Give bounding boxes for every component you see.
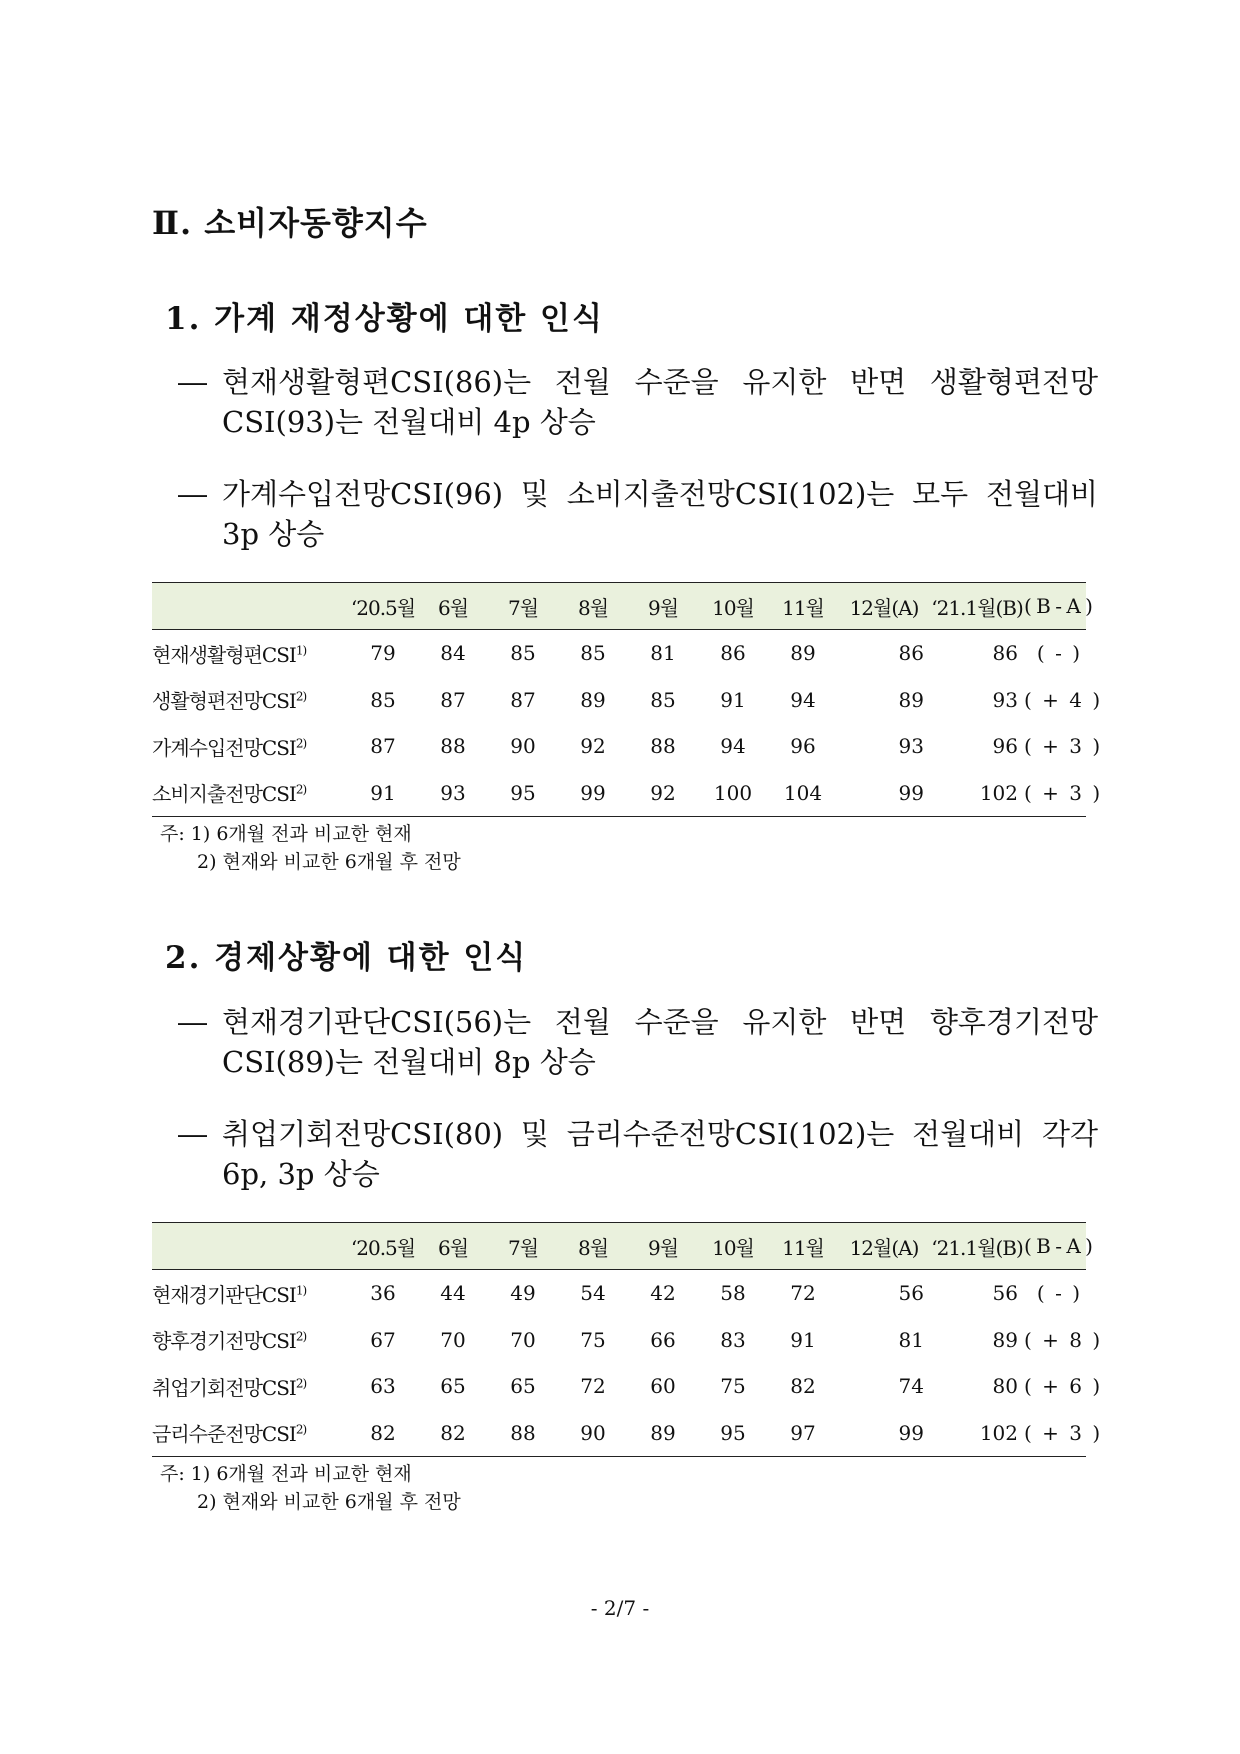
bullet-line: 현재경기판단CSI(56)는 전월 수준을 유지한 반면 향후경기전망	[222, 1005, 1098, 1039]
household-csi-table	[152, 582, 1103, 817]
cell: 80	[992, 1374, 1018, 1399]
cell: 70	[510, 1327, 536, 1352]
cell: 104	[768, 770, 838, 817]
table-row	[152, 1317, 1086, 1364]
header-cell: ‘21.1월(B)	[930, 1223, 1024, 1270]
table-row	[152, 1270, 1086, 1317]
table-header-row	[152, 583, 1086, 630]
cell: 56	[898, 1281, 924, 1306]
cell: 88	[488, 1410, 558, 1457]
cell: 102	[930, 770, 1024, 817]
cell: 96	[992, 734, 1018, 759]
part2-footnotes	[160, 1460, 461, 1516]
cell: 82	[418, 1410, 488, 1457]
bullet-line: 3p 상승	[222, 517, 325, 551]
table-row	[152, 1363, 1086, 1410]
cell: 56	[992, 1281, 1018, 1306]
cell: 87	[510, 687, 536, 712]
footnote-1: 주: 1) 6개월 전과 비교한 현재	[160, 1463, 412, 1485]
cell: 102	[930, 1410, 1024, 1457]
part1-bullet-1	[178, 362, 1098, 442]
cell: 85	[510, 641, 536, 666]
economy-csi-table	[152, 1222, 1103, 1457]
cell: 88	[440, 734, 466, 759]
change-cell: ( + 3 )	[1024, 734, 1103, 759]
cell: 84	[440, 641, 466, 666]
part2-bullet-2	[178, 1114, 1098, 1194]
change-cell: ( - )	[1036, 641, 1082, 666]
header-cell: 11월	[768, 1223, 838, 1270]
change-cell: ( - )	[1036, 1281, 1082, 1306]
header-cell: 6월	[418, 1223, 488, 1270]
cell: 99	[838, 770, 930, 817]
cell: 91	[720, 687, 746, 712]
cell: 66	[650, 1327, 676, 1352]
cell: 95	[488, 770, 558, 817]
cell: 87	[370, 734, 396, 759]
row-label: 금리수준전망CSI$^{2)}$	[152, 1410, 348, 1457]
cell: 65	[510, 1374, 536, 1399]
cell: 89	[628, 1410, 698, 1457]
cell: 90	[510, 734, 536, 759]
part1-footnotes	[160, 820, 461, 876]
bullet-line: 취업기회전망CSI(80) 및 금리수준전망CSI(102)는 전월대비 각각	[222, 1117, 1098, 1151]
cell: 86	[992, 641, 1018, 666]
cell: 72	[790, 1281, 816, 1306]
part2-title: 2. 경제상황에 대한 인식	[165, 940, 528, 976]
header-cell: 9월	[628, 1223, 698, 1270]
header-cell: ( B - A )	[1024, 1223, 1086, 1270]
cell: 82	[790, 1374, 816, 1399]
dash-mark: ―	[178, 1005, 207, 1039]
cell: 92	[628, 770, 698, 817]
header-cell	[152, 583, 348, 630]
cell: 93	[992, 687, 1018, 712]
cell: 91	[348, 770, 418, 817]
cell: 79	[370, 641, 396, 666]
cell: 89	[790, 641, 816, 666]
part1-bullet-2	[178, 474, 1098, 554]
cell: 90	[558, 1410, 628, 1457]
cell: 85	[370, 687, 396, 712]
cell: 85	[650, 687, 676, 712]
row-label: 현재생활형편CSI$^{1)}$	[152, 642, 307, 667]
cell: 85	[580, 641, 606, 666]
table-row	[152, 723, 1086, 770]
cell: 42	[650, 1281, 676, 1306]
dash-mark: ―	[178, 477, 207, 511]
cell: 49	[510, 1281, 536, 1306]
cell: 93	[418, 770, 488, 817]
footnote-2: 2) 현재와 비교한 6개월 후 전망	[197, 1491, 461, 1513]
row-label: 향후경기전망CSI$^{2)}$	[152, 1329, 307, 1354]
row-label: 가계수입전망CSI$^{2)}$	[152, 735, 307, 760]
cell: 81	[650, 641, 676, 666]
cell: 87	[440, 687, 466, 712]
change-cell: ( + 6 )	[1024, 1374, 1103, 1399]
cell: 58	[720, 1281, 746, 1306]
cell: 75	[720, 1374, 746, 1399]
cell: 94	[790, 687, 816, 712]
change-cell: ( + 3 )	[1024, 770, 1086, 817]
bullet-line: 가계수입전망CSI(96) 및 소비지출전망CSI(102)는 모두 전월대비	[222, 477, 1098, 511]
row-label: 생활형편전망CSI$^{2)}$	[152, 689, 307, 714]
cell: 88	[650, 734, 676, 759]
header-cell: 9월	[628, 583, 698, 630]
bullet-line: CSI(89)는 전월대비 8p 상승	[222, 1045, 596, 1079]
part1-title: 1. 가계 재정상황에 대한 인식	[165, 301, 604, 337]
cell: 89	[580, 687, 606, 712]
cell: 86	[720, 641, 746, 666]
footnote-1: 주: 1) 6개월 전과 비교한 현재	[160, 823, 412, 845]
cell: 83	[720, 1327, 746, 1352]
dash-mark: ―	[178, 1117, 207, 1151]
change-cell: ( + 4 )	[1024, 687, 1103, 712]
cell: 96	[790, 734, 816, 759]
bullet-line: CSI(93)는 전월대비 4p 상승	[222, 405, 596, 439]
cell: 72	[580, 1374, 606, 1399]
cell: 99	[558, 770, 628, 817]
header-cell: 10월	[698, 1223, 768, 1270]
header-cell: 11월	[768, 583, 838, 630]
header-cell: ‘20.5월	[348, 1223, 418, 1270]
cell: 89	[992, 1327, 1018, 1352]
cell: 95	[698, 1410, 768, 1457]
cell: 99	[838, 1410, 930, 1457]
table-row	[152, 677, 1086, 724]
cell: 97	[768, 1410, 838, 1457]
cell: 81	[898, 1327, 924, 1352]
cell: 74	[898, 1374, 924, 1399]
table-row	[152, 1410, 1086, 1457]
header-cell: ( B - A )	[1024, 583, 1086, 630]
header-cell: ‘21.1월(B)	[930, 583, 1024, 630]
header-cell: 8월	[558, 583, 628, 630]
footnote-2: 2) 현재와 비교한 6개월 후 전망	[197, 851, 461, 873]
cell: 86	[898, 641, 924, 666]
cell: 89	[898, 687, 924, 712]
cell: 63	[370, 1374, 396, 1399]
cell: 44	[440, 1281, 466, 1306]
table-row	[152, 630, 1086, 677]
cell: 75	[580, 1327, 606, 1352]
cell: 60	[650, 1374, 676, 1399]
cell: 92	[580, 734, 606, 759]
header-cell: 6월	[418, 583, 488, 630]
cell: 91	[790, 1327, 816, 1352]
header-cell	[152, 1223, 348, 1270]
bullet-line: 현재생활형편CSI(86)는 전월 수준을 유지한 반면 생활형편전망	[222, 365, 1098, 399]
change-cell: ( + 3 )	[1024, 1410, 1086, 1457]
header-cell: 8월	[558, 1223, 628, 1270]
header-cell: ‘20.5월	[348, 583, 418, 630]
change-cell: ( + 8 )	[1024, 1327, 1103, 1352]
part2-bullet-1	[178, 1002, 1098, 1082]
table-header-row	[152, 1223, 1086, 1270]
cell: 54	[580, 1281, 606, 1306]
row-label: 현재경기판단CSI$^{1)}$	[152, 1282, 307, 1307]
row-label: 소비지출전망CSI$^{2)}$	[152, 770, 348, 817]
cell: 65	[440, 1374, 466, 1399]
bullet-line: 6p, 3p 상승	[222, 1157, 380, 1191]
header-cell: 12월(A)	[838, 583, 930, 630]
header-cell: 7월	[488, 583, 558, 630]
cell: 82	[348, 1410, 418, 1457]
cell: 70	[440, 1327, 466, 1352]
header-cell: 12월(A)	[838, 1223, 930, 1270]
cell: 36	[370, 1281, 396, 1306]
cell: 93	[898, 734, 924, 759]
dash-mark: ―	[178, 365, 207, 399]
cell: 67	[370, 1327, 396, 1352]
header-cell: 7월	[488, 1223, 558, 1270]
page-number: - 2/7 -	[590, 1596, 650, 1620]
cell: 100	[698, 770, 768, 817]
cell: 94	[720, 734, 746, 759]
section-title: Ⅱ. 소비자동향지수	[152, 204, 428, 242]
header-cell: 10월	[698, 583, 768, 630]
row-label: 취업기회전망CSI$^{2)}$	[152, 1375, 307, 1400]
table-row	[152, 770, 1086, 817]
